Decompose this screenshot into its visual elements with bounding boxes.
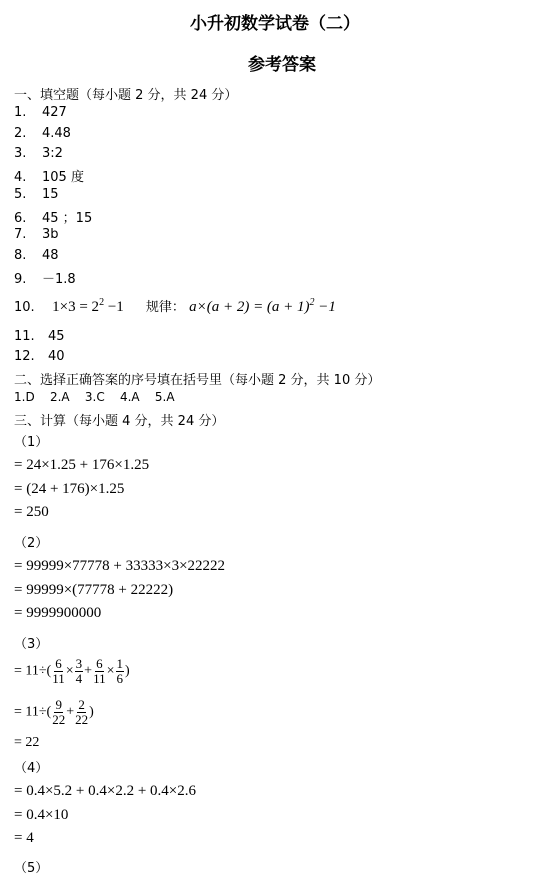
answer-value: 15 [42,187,59,202]
answer-value: －1.8 [42,272,76,287]
problem-4-step-1: = 0.4×5.2 + 0.4×2.2 + 0.4×2.6 [14,783,197,799]
answer-1 [14,105,67,120]
problem-4-step-3: = 4 [14,830,34,846]
answer-12 [14,349,65,364]
answer-value: 3b [42,227,59,242]
problem-1-step-2: = (24 + 176)×1.25 [14,481,125,497]
answer-value: 48 [42,248,59,263]
answer-10-rule-formula: $a\times(a + 2) = (a + 1)^2 -1$ [189,297,336,315]
problem-2-step-1: = 99999×77778 + 33333×3×22222 [14,558,226,574]
section2-answers: 1.D 2.A 3.C 4.A 5.A [14,390,175,404]
problem-4-step-2: = 0.4×10 [14,807,69,823]
problem-2-step-2: = 99999×(77778 + 22222) [14,582,174,598]
answer-value: 105 度 [42,170,84,185]
problem-2-label: （2） [14,536,49,551]
fraction: $\frac{9}{22}$ [52,697,66,727]
answer-value: 3:2 [42,146,63,161]
problem-3-step-2: = 11÷( $\frac{9}{22}$ + $\frac{2}{22}$ ) [14,697,94,727]
fraction: $\frac{3}{4}$ [75,656,83,686]
section2-heading: 二、选择正确答案的序号填在括号里（每小题 2 分，共 10 分） [14,373,381,388]
answer-value: 427 [42,105,67,120]
answer-number: 9. [14,272,27,287]
fraction: $\frac{6}{11}$ [93,656,106,686]
answer-value: 45 [48,329,65,344]
answer-number: 2. [14,126,27,141]
answer-value: 40 [48,349,65,364]
answer-6 [14,207,92,226]
problem-3-label: （3） [14,637,49,652]
section1-heading: 一、填空题（每小题 2 分，共 24 分） [14,88,238,103]
problem-1-label: （1） [14,435,49,450]
answer-10-rule-label: 规律： [145,300,185,315]
answer-number: 6. [14,211,27,226]
fraction: $\frac{1}{6}$ [116,656,124,686]
answer-9 [14,268,76,287]
fraction: $\frac{6}{11}$ [52,656,65,686]
answer-10-equation: $1\times 3 = 2^2 -1$ [52,297,124,315]
section3-heading: 三、计算（每小题 4 分，共 24 分） [14,414,225,429]
problem-5-label: （5） [14,861,49,876]
answer-3 [14,146,63,161]
page-title: 小升初数学试卷（二） [190,14,360,34]
problem-3-step-3: = 22 [14,735,40,750]
answer-number: 7. [14,227,27,242]
fraction: $\frac{2}{22}$ [75,697,89,727]
answer-number: 4. [14,170,27,185]
problem-3-step-1: = 11÷( $\frac{6}{11}$ × $\frac{3}{4}$ + $\frac{6}{11}$ × $\frac{1}{6}$ ) [14,656,130,686]
answer-10 [14,296,336,316]
answer-5 [14,187,59,202]
answer-4 [14,166,84,185]
answer-8 [14,248,59,263]
answer-number: 3. [14,146,27,161]
answer-number: 10. [14,300,35,315]
answer-value: 4.48 [42,126,71,141]
answer-2 [14,126,71,141]
problem-2-step-3: = 9999900000 [14,605,102,621]
answer-number: 5. [14,187,27,202]
answer-number: 12. [14,349,35,364]
answer-number: 1. [14,105,27,120]
problem-1-step-1: = 24×1.25 + 176×1.25 [14,457,150,473]
answer-11 [14,329,65,344]
answer-value: 45 ；15 [42,211,93,226]
page-subtitle: 参考答案 [248,55,316,75]
problem-4-label: （4） [14,761,49,776]
answer-number: 11. [14,329,35,344]
problem-1-step-3: = 250 [14,504,49,520]
answer-7 [14,227,59,242]
answer-number: 8. [14,248,27,263]
